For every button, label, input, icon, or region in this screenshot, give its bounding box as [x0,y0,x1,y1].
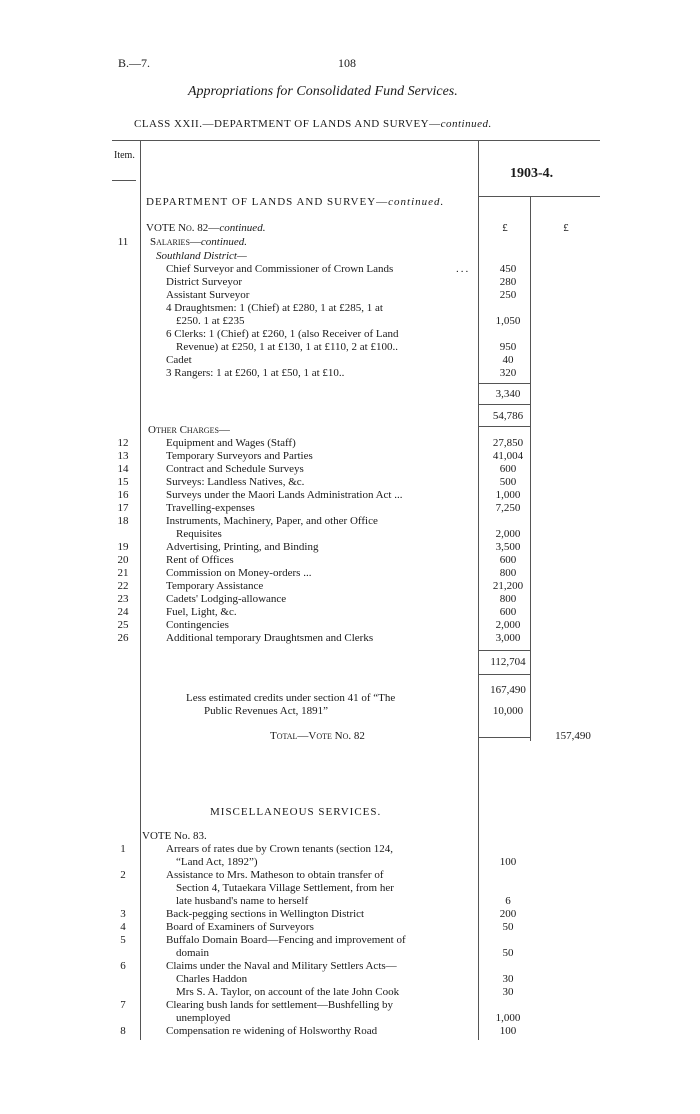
line-item-amount: 800 [499,593,517,605]
line-item-text: Assistance to Mrs. Matheson to obtain transfer of [166,869,384,881]
item-number: 14 [117,463,129,475]
item-number: 4 [120,921,126,933]
line-item-text: Additional temporary Draughtsmen and Clerks [166,632,374,644]
other-charges-heading: Other Charges— [148,424,230,436]
line-item-amount: 2,000 [495,619,521,631]
leader-dots: ... [456,263,471,275]
vote-82-label: VOTE No. 82— [146,222,220,234]
line-item-amount: 280 [499,276,517,288]
item-number: 15 [117,476,129,488]
line-item-text: Equipment and Wages (Staff) [166,437,296,449]
item-number: 24 [117,606,129,618]
line-item-text: Advertising, Printing, and Binding [166,541,319,553]
line-item-amount: 1,000 [495,489,521,501]
item-number: 18 [117,515,129,527]
vote-82-continued: continued. [219,222,266,234]
pound-sign-amount-column: £ [502,222,508,234]
class-title-continued: continued. [440,118,492,130]
class-title [134,118,492,130]
line-item-text: Assistant Surveyor [166,289,250,301]
line-item-text: Fuel, Light, &c. [166,606,237,618]
line-item-amount: 7,250 [495,502,521,514]
line-item-amount: 600 [499,463,517,475]
item-number: 17 [117,502,129,514]
line-item-amount: 800 [499,567,517,579]
total-dash-rule [478,737,530,738]
line-item-text: Rent of Offices [166,554,234,566]
vote-82-heading [146,222,265,234]
item-column-divider [140,140,141,1040]
line-item-text: Surveys: Landless Natives, &c. [166,476,305,488]
line-item-text-continued: late husband's name to herself [176,895,309,907]
line-item-text: Commission on Money-orders ... [166,567,312,579]
line-item-text: Cadets' Lodging-allowance [166,593,287,605]
line-item-text: Buffalo Domain Board—Fencing and improvement of [166,934,406,946]
misc-services-title: MISCELLANEOUS SERVICES. [210,806,382,818]
subtotal-rule [478,383,530,384]
item-column-header: Item. [114,150,135,161]
line-item-amount: 450 [499,263,517,275]
line-item-text-continued: Section 4, Tutaekara Village Settlement, from her [176,882,394,894]
line-item-text: District Surveyor [166,276,243,288]
line-item-text-continued: unemployed [176,1012,231,1024]
line-item-text: Back-pegging sections in Wellington District [166,908,365,920]
item-number: 1 [120,843,126,855]
subtotal-rule [478,426,530,427]
vote-82-total-amount: 157,490 [555,730,591,742]
line-item-amount: 30 [502,986,514,998]
line-item-text: Clearing bush lands for settlement—Bushfelling by [166,999,393,1011]
item-number: 25 [117,619,129,631]
line-item-text: Contingencies [166,619,229,631]
line-item-text: Instruments, Machinery, Paper, and other Office [166,515,378,527]
less-credits-amount: 10,000 [492,705,524,717]
line-item-amount: 6 [505,895,511,907]
line-item-text: Arrears of rates due by Crown tenants (section 124, [166,843,393,855]
item-number: 23 [117,593,129,605]
page-reference: B.—7. [118,56,151,70]
line-item-text: Contract and Schedule Surveys [166,463,304,475]
line-item-text: Temporary Assistance [166,580,264,592]
department-title: DEPARTMENT OF LANDS AND SURVEY— [146,196,389,208]
sub-item-text: Charles Haddon [176,973,248,985]
line-item-text: Travelling-expenses [166,502,255,514]
vote-82-total-label: Total—Vote No. 82 [270,730,365,742]
line-item-amount: 100 [499,1025,517,1037]
line-item-text: 6 Clerks: 1 (Chief) at £260, 1 (also Receiver of Land [166,328,399,340]
line-item-text-continued: domain [176,947,209,959]
page-title: Appropriations for Consolidated Fund Services. [188,84,458,99]
line-item-amount: 30 [502,973,514,985]
salaries-continued: continued. [200,236,248,248]
subtotal-rule [478,404,530,405]
line-item-text-continued: “Land Act, 1892”) [176,856,258,868]
line-item-amount: 2,000 [495,528,521,540]
item-number: 16 [117,489,129,501]
table-top-rule [112,140,600,141]
item-number: 2 [120,869,126,881]
line-item-amount: 500 [499,476,517,488]
line-item-text: Cadet [166,354,192,366]
item-number: 13 [117,450,129,462]
line-item-amount: 40 [502,354,514,366]
line-item-amount: 3,000 [495,632,521,644]
line-item-text: Claims under the Naval and Military Settlers Acts— [166,960,397,972]
item-number: 5 [120,934,126,946]
subtotal-rule [478,674,530,675]
item-number: 19 [117,541,129,553]
line-item-text: 4 Draughtsmen: 1 (Chief) at £280, 1 at £285, 1 at [166,302,383,314]
pound-sign-total-column: £ [563,222,569,234]
vote-83-label: VOTE No. 83. [142,830,207,842]
salaries-label: Salaries— [150,236,201,248]
line-item-amount: 600 [499,606,517,618]
item-number: 20 [117,554,129,566]
line-item-text: Temporary Surveyors and Parties [166,450,313,462]
sub-item-text: Mrs S. A. Taylor, on account of the late John Cook [176,986,400,998]
gross-total: 167,490 [490,684,526,696]
page-number: 108 [338,56,356,70]
item-number: 22 [117,580,129,592]
line-item-text-continued: Revenue) at £250, 1 at £130, 1 at £110, 2 at £100.. [176,341,398,353]
subtotal-rule [478,650,530,651]
line-item-text-continued: £250. 1 at £235 [176,315,245,327]
line-item-amount: 250 [499,289,517,301]
line-item-amount: 41,004 [492,450,524,462]
item-number: 21 [117,567,129,579]
salaries-heading [150,236,247,248]
item-number: 3 [120,908,126,920]
item-number: 8 [120,1025,126,1037]
salaries-subtotal: 3,340 [495,388,521,400]
line-item-amount: 100 [499,856,517,868]
item-number: 7 [120,999,126,1011]
class-title-text: CLASS XXII.—DEPARTMENT OF LANDS AND SURVEY— [134,118,441,130]
line-item-amount: 50 [502,921,514,933]
line-item-text-continued: Requisites [176,528,222,540]
item-header-rule [112,180,136,181]
item-number: 6 [120,960,126,972]
line-item-amount: 3,500 [495,541,521,553]
year-header-rule [478,196,600,197]
line-item-amount: 50 [502,947,514,959]
line-item-amount: 21,200 [492,580,524,592]
less-credits-text-continued: Public Revenues Act, 1891” [204,705,329,717]
department-continued: continued. [388,196,445,208]
other-charges-total: 112,704 [490,656,526,668]
salaries-total: 54,786 [492,410,524,422]
line-item-text: Chief Surveyor and Commissioner of Crown Lands [166,263,394,275]
item-number: 11 [117,236,129,248]
year-column-header: 1903-4. [510,166,554,181]
district-heading: Southland District— [156,250,247,262]
line-item-amount: 200 [499,908,517,920]
line-item-amount: 1,050 [495,315,521,327]
less-credits-text: Less estimated credits under section 41 of “The [186,692,396,704]
line-item-text: 3 Rangers: 1 at £260, 1 at £50, 1 at £10.. [166,367,345,379]
line-item-amount: 950 [499,341,517,353]
department-heading [146,196,444,208]
item-number: 12 [117,437,129,449]
line-item-amount: 600 [499,554,517,566]
line-item-text: Surveys under the Maori Lands Administration Act ... [166,489,403,501]
line-item-text: Compensation re widening of Holsworthy Road [166,1025,378,1037]
line-item-amount: 1,000 [495,1012,521,1024]
line-item-text: Board of Examiners of Surveyors [166,921,314,933]
line-item-amount: 320 [499,367,517,379]
item-number: 26 [117,632,129,644]
line-item-amount: 27,850 [492,437,524,449]
